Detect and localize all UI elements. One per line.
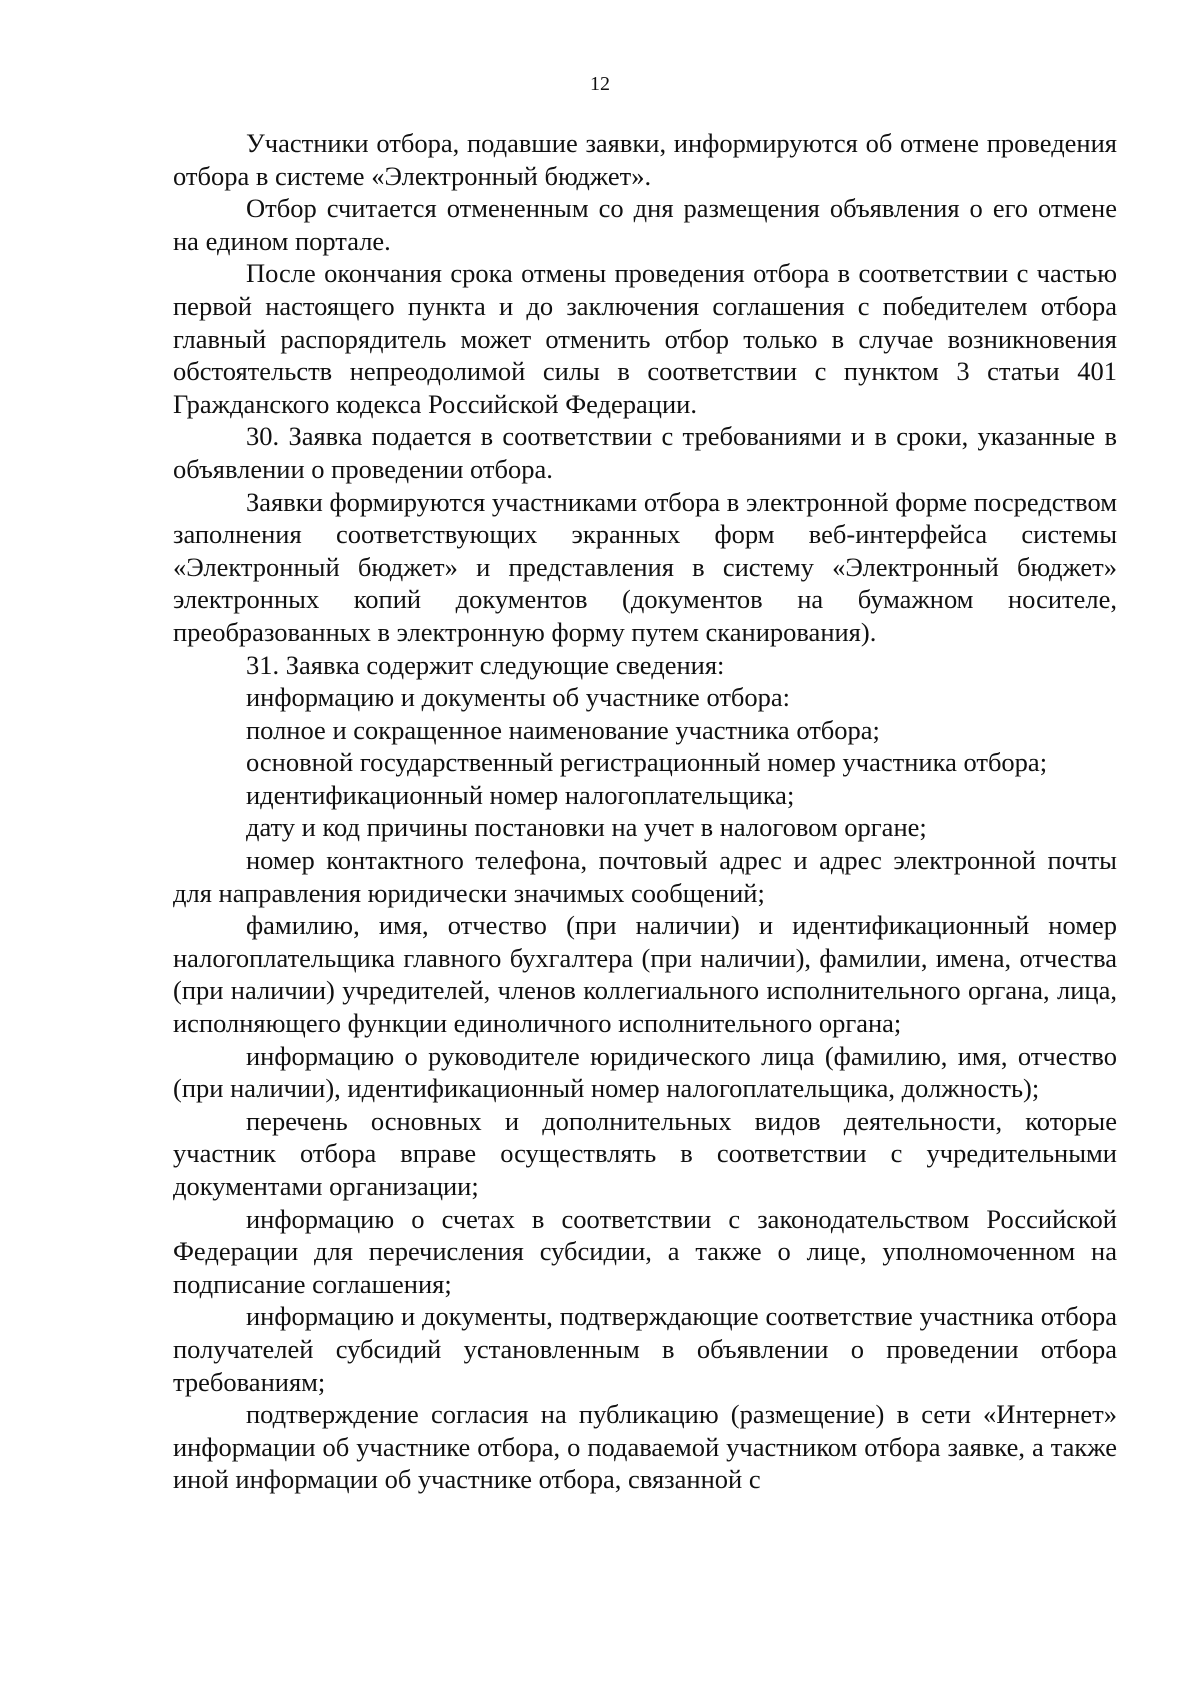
paragraph: фамилию, имя, отчество (при наличии) и идентификационный номер налогоплательщика главного бухгалтера (при наличии), фамилии, имена, отчества (при наличии) учредителей, членов коллегиального исполнительного органа, лица, исполняющего функции единоличного исполнительного органа; bbox=[173, 910, 1117, 1039]
paragraph: подтверждение согласия на публикацию (размещение) в сети «Интернет» информации об участнике отбора, о подаваемой участником отбора заявке, а также иной информации об участнике отбора, связанной с bbox=[173, 1399, 1117, 1495]
page-number: 12 bbox=[590, 73, 610, 95]
document-body bbox=[173, 127, 1117, 1496]
paragraph: информацию и документы об участнике отбора: bbox=[246, 682, 791, 713]
paragraph: 31. Заявка содержит следующие сведения: bbox=[246, 649, 725, 680]
paragraph: После окончания срока отмены проведения отбора в соответствии с частью первой настоящего пункта и до заключения соглашения с победителем отбора главный распорядитель может отменить отбор только в случае возникновения обстоятельств непреодолимой силы в соответствии с пунктом 3 статьи 401 Гражданского кодекса Российской Федерации. bbox=[173, 258, 1117, 419]
paragraph: дату и код причины постановки на учет в налоговом органе; bbox=[246, 812, 927, 843]
paragraph: Отбор считается отмененным со дня размещения объявления о его отмене на едином портале. bbox=[173, 193, 1117, 256]
paragraph: Заявки формируются участниками отбора в электронной форме посредством заполнения соответствующих экранных форм веб-интерфейса системы «Электронный бюджет» и представления в систему «Электронный бюджет» электронных копий документов (документов на бумажном носителе, преобразованных в электронную форму путем сканирования). bbox=[173, 486, 1117, 647]
paragraph: основной государственный регистрационный номер участника отбора; bbox=[246, 747, 1048, 778]
paragraph: информацию и документы, подтверждающие соответствие участника отбора получателей субсидий установленным в объявлении о проведении отбора требованиям; bbox=[173, 1301, 1117, 1397]
paragraph: 30. Заявка подается в соответствии с требованиями и в сроки, указанные в объявлении о проведении отбора. bbox=[173, 421, 1117, 484]
paragraph: полное и сокращенное наименование участника отбора; bbox=[246, 714, 880, 745]
paragraph: Участники отбора, подавшие заявки, информируются об отмене проведения отбора в системе «Электронный бюджет». bbox=[173, 128, 1117, 191]
paragraph: перечень основных и дополнительных видов деятельности, которые участник отбора вправе осуществлять в соответствии с учредительными документами организации; bbox=[173, 1105, 1117, 1201]
paragraph: информацию о счетах в соответствии с законодательством Российской Федерации для перечисления субсидии, а также о лице, уполномоченном на подписание соглашения; bbox=[173, 1203, 1117, 1299]
paragraph: информацию о руководителе юридического лица (фамилию, имя, отчество (при наличии), идентификационный номер налогоплательщика, должность); bbox=[173, 1040, 1117, 1104]
paragraph: идентификационный номер налогоплательщика; bbox=[246, 779, 795, 810]
paragraph: номер контактного телефона, почтовый адрес и адрес электронной почты для направления юридически значимых сообщений; bbox=[173, 845, 1117, 908]
